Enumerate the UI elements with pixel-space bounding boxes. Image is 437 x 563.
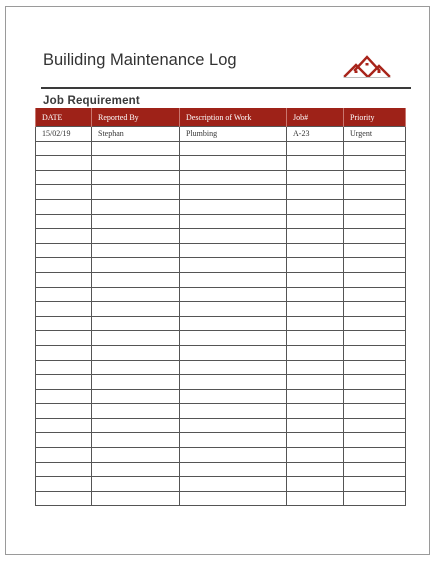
cell-date[interactable]: [36, 170, 92, 185]
cell-date[interactable]: [36, 156, 92, 171]
cell-job-number[interactable]: [287, 404, 344, 419]
cell-description[interactable]: [180, 214, 287, 229]
column-header-priority: Priority: [344, 108, 406, 127]
cell-priority[interactable]: [344, 141, 406, 156]
table-row: [36, 433, 406, 448]
cell-reported-by[interactable]: [92, 418, 180, 433]
cell-reported-by[interactable]: [92, 360, 180, 375]
cell-date[interactable]: [36, 185, 92, 200]
cell-description[interactable]: [180, 258, 287, 273]
cell-date[interactable]: [36, 316, 92, 331]
table-row: [36, 229, 406, 244]
cell-description[interactable]: [180, 389, 287, 404]
cell-priority[interactable]: [344, 229, 406, 244]
cell-job-number[interactable]: [287, 462, 344, 477]
cell-reported-by[interactable]: [92, 462, 180, 477]
cell-description[interactable]: [180, 477, 287, 492]
cell-date[interactable]: [36, 491, 92, 506]
cell-job-number[interactable]: [287, 345, 344, 360]
cell-priority[interactable]: [344, 258, 406, 273]
cell-job-number[interactable]: A-23: [287, 127, 344, 142]
cell-description[interactable]: [180, 331, 287, 346]
table-row: [36, 185, 406, 200]
table-row: [36, 199, 406, 214]
cell-date[interactable]: [36, 375, 92, 390]
cell-reported-by[interactable]: [92, 170, 180, 185]
cell-job-number[interactable]: [287, 229, 344, 244]
cell-priority[interactable]: [344, 272, 406, 287]
cell-job-number[interactable]: [287, 272, 344, 287]
cell-priority[interactable]: [344, 156, 406, 171]
cell-priority[interactable]: [344, 433, 406, 448]
cell-priority[interactable]: [344, 418, 406, 433]
cell-date[interactable]: [36, 433, 92, 448]
cell-job-number[interactable]: [287, 302, 344, 317]
cell-date[interactable]: [36, 389, 92, 404]
cell-reported-by[interactable]: [92, 345, 180, 360]
table-row: [36, 170, 406, 185]
cell-priority[interactable]: [344, 302, 406, 317]
cell-description[interactable]: Plumbing: [180, 127, 287, 142]
cell-description[interactable]: [180, 375, 287, 390]
cell-description[interactable]: [180, 229, 287, 244]
table-row: [36, 418, 406, 433]
table-row: [36, 243, 406, 258]
cell-job-number[interactable]: [287, 170, 344, 185]
cell-priority[interactable]: [344, 389, 406, 404]
cell-reported-by[interactable]: [92, 214, 180, 229]
cell-date[interactable]: [36, 141, 92, 156]
cell-description[interactable]: [180, 141, 287, 156]
column-header-reported-by: Reported By: [92, 108, 180, 127]
cell-reported-by[interactable]: [92, 243, 180, 258]
cell-job-number[interactable]: [287, 258, 344, 273]
cell-priority[interactable]: [344, 170, 406, 185]
cell-job-number[interactable]: [287, 316, 344, 331]
cell-job-number[interactable]: [287, 199, 344, 214]
cell-reported-by[interactable]: [92, 156, 180, 171]
table-row: [36, 477, 406, 492]
cell-description[interactable]: [180, 462, 287, 477]
table-row: [36, 462, 406, 477]
cell-job-number[interactable]: [287, 156, 344, 171]
cell-reported-by[interactable]: [92, 389, 180, 404]
table-row: [36, 360, 406, 375]
cell-description[interactable]: [180, 418, 287, 433]
cell-description[interactable]: [180, 287, 287, 302]
cell-job-number[interactable]: [287, 214, 344, 229]
cell-priority[interactable]: [344, 331, 406, 346]
cell-priority[interactable]: [344, 375, 406, 390]
cell-priority[interactable]: [344, 404, 406, 419]
cell-job-number[interactable]: [287, 448, 344, 463]
cell-reported-by[interactable]: [92, 302, 180, 317]
cell-reported-by[interactable]: [92, 448, 180, 463]
cell-job-number[interactable]: [287, 433, 344, 448]
cell-date[interactable]: [36, 258, 92, 273]
cell-priority[interactable]: [344, 477, 406, 492]
cell-date[interactable]: [36, 462, 92, 477]
column-header-job-number: Job#: [287, 108, 344, 127]
cell-description[interactable]: [180, 360, 287, 375]
cell-job-number[interactable]: [287, 185, 344, 200]
cell-reported-by[interactable]: [92, 331, 180, 346]
cell-description[interactable]: [180, 491, 287, 506]
table-row: [36, 491, 406, 506]
cell-job-number[interactable]: [287, 491, 344, 506]
cell-priority[interactable]: Urgent: [344, 127, 406, 142]
cell-reported-by[interactable]: [92, 258, 180, 273]
cell-date[interactable]: [36, 214, 92, 229]
cell-description[interactable]: [180, 302, 287, 317]
cell-reported-by[interactable]: Stephan: [92, 127, 180, 142]
column-header-date: DATE: [36, 108, 92, 127]
cell-job-number[interactable]: [287, 287, 344, 302]
cell-reported-by[interactable]: [92, 199, 180, 214]
houses-roof-logo-icon: [342, 53, 392, 79]
table-row: [36, 141, 406, 156]
cell-priority[interactable]: [344, 462, 406, 477]
cell-priority[interactable]: [344, 316, 406, 331]
cell-date[interactable]: [36, 404, 92, 419]
cell-reported-by[interactable]: [92, 491, 180, 506]
cell-priority[interactable]: [344, 287, 406, 302]
table-row: [36, 214, 406, 229]
cell-reported-by[interactable]: [92, 272, 180, 287]
cell-description[interactable]: [180, 345, 287, 360]
table-row: [36, 258, 406, 273]
cell-description[interactable]: [180, 199, 287, 214]
cell-date[interactable]: [36, 448, 92, 463]
cell-date[interactable]: [36, 418, 92, 433]
cell-reported-by[interactable]: [92, 185, 180, 200]
cell-date[interactable]: [36, 229, 92, 244]
cell-date[interactable]: 15/02/19: [36, 127, 92, 142]
table-body: [36, 127, 406, 506]
cell-description[interactable]: [180, 404, 287, 419]
column-header-description: Description of Work: [180, 108, 287, 127]
cell-job-number[interactable]: [287, 477, 344, 492]
cell-priority[interactable]: [344, 199, 406, 214]
cell-description[interactable]: [180, 243, 287, 258]
cell-reported-by[interactable]: [92, 477, 180, 492]
title-divider: [41, 87, 411, 89]
cell-date[interactable]: [36, 345, 92, 360]
cell-date[interactable]: [36, 243, 92, 258]
cell-date[interactable]: [36, 287, 92, 302]
cell-date[interactable]: [36, 477, 92, 492]
cell-job-number[interactable]: [287, 375, 344, 390]
cell-reported-by[interactable]: [92, 229, 180, 244]
cell-date[interactable]: [36, 360, 92, 375]
table-header-row: [36, 108, 406, 127]
cell-job-number[interactable]: [287, 360, 344, 375]
cell-description[interactable]: [180, 433, 287, 448]
cell-priority[interactable]: [344, 345, 406, 360]
cell-reported-by[interactable]: [92, 287, 180, 302]
cell-description[interactable]: [180, 272, 287, 287]
table-row: [36, 389, 406, 404]
table-row: [36, 156, 406, 171]
cell-priority[interactable]: [344, 214, 406, 229]
table-row: [36, 448, 406, 463]
cell-priority[interactable]: [344, 491, 406, 506]
section-title: Job Requirement: [43, 95, 140, 107]
document-title: Builiding Maintenance Log: [43, 51, 237, 69]
cell-description[interactable]: [180, 156, 287, 171]
table-row: [36, 331, 406, 346]
cell-description[interactable]: [180, 170, 287, 185]
table-row: [36, 127, 406, 142]
table-row: [36, 302, 406, 317]
cell-description[interactable]: [180, 316, 287, 331]
cell-description[interactable]: [180, 185, 287, 200]
cell-date[interactable]: [36, 199, 92, 214]
table-row: [36, 272, 406, 287]
cell-priority[interactable]: [344, 243, 406, 258]
cell-reported-by[interactable]: [92, 404, 180, 419]
cell-description[interactable]: [180, 448, 287, 463]
cell-date[interactable]: [36, 272, 92, 287]
cell-reported-by[interactable]: [92, 316, 180, 331]
maintenance-log-table: [35, 108, 406, 506]
table-row: [36, 375, 406, 390]
cell-job-number[interactable]: [287, 331, 344, 346]
cell-priority[interactable]: [344, 448, 406, 463]
cell-priority[interactable]: [344, 360, 406, 375]
cell-job-number[interactable]: [287, 243, 344, 258]
table-row: [36, 287, 406, 302]
cell-reported-by[interactable]: [92, 433, 180, 448]
table-row: [36, 345, 406, 360]
cell-job-number[interactable]: [287, 141, 344, 156]
cell-job-number[interactable]: [287, 418, 344, 433]
table-row: [36, 316, 406, 331]
cell-job-number[interactable]: [287, 389, 344, 404]
cell-date[interactable]: [36, 302, 92, 317]
cell-priority[interactable]: [344, 185, 406, 200]
cell-reported-by[interactable]: [92, 375, 180, 390]
table-row: [36, 404, 406, 419]
cell-reported-by[interactable]: [92, 141, 180, 156]
cell-date[interactable]: [36, 331, 92, 346]
